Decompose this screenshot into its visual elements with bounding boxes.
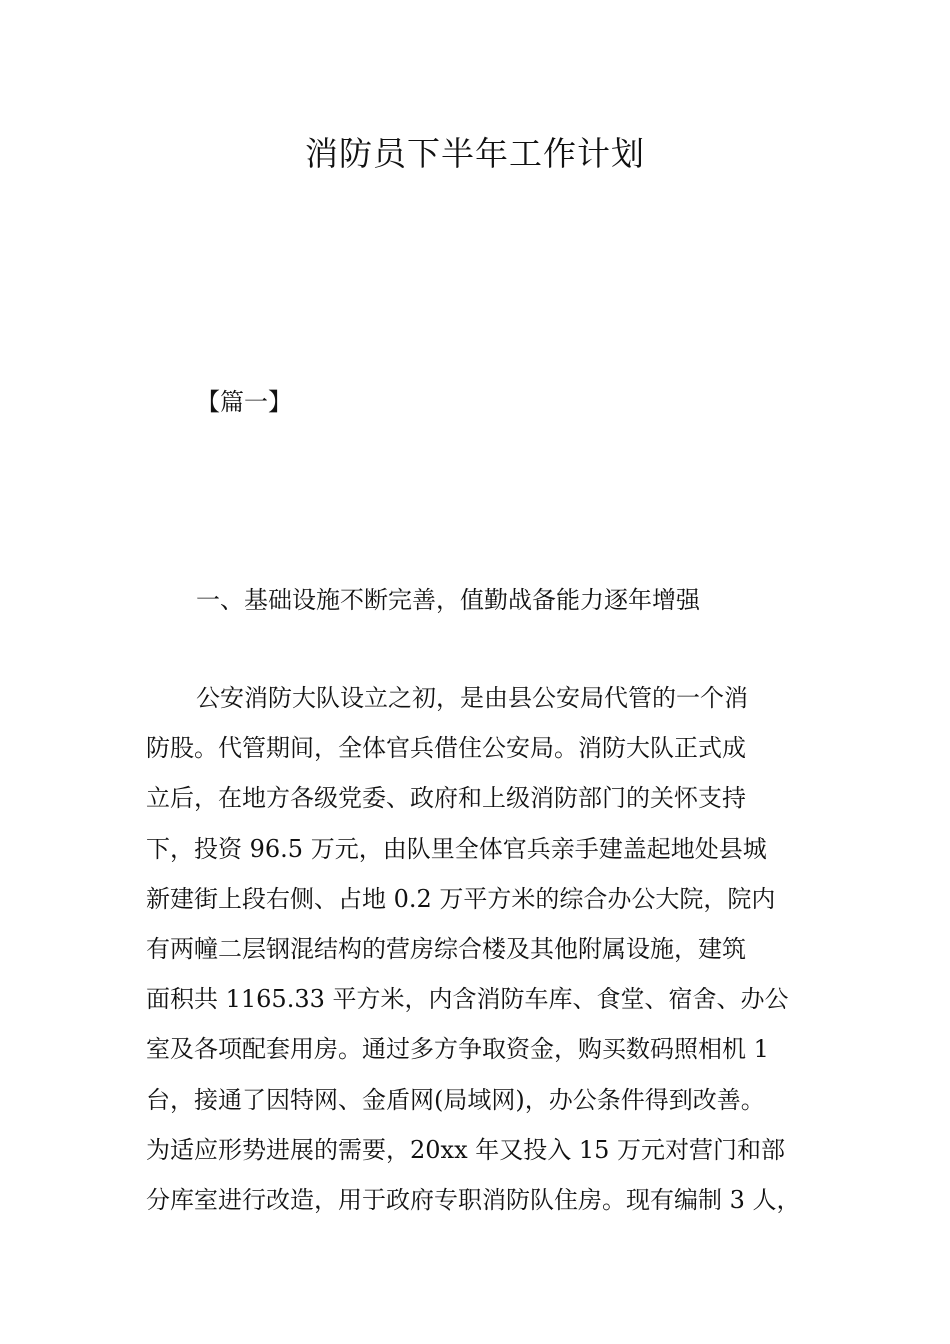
paragraph-line: 防股。代管期间，全体官兵借住公安局。消防大队正式成 — [146, 734, 746, 763]
paragraph-line: 下，投资 96.5 万元，由队里全体官兵亲手建盖起地处县城 — [146, 834, 767, 863]
paragraph-line: 分库室进行改造，用于政府专职消防队住房。现有编制 3 人， — [146, 1185, 801, 1214]
paragraph-line: 新建街上段右侧、占地 0.2 万平方米的综合办公大院，院内 — [146, 884, 776, 913]
section-heading: 一、基础设施不断完善，值勤战备能力逐年增强 — [196, 586, 700, 614]
body-paragraph — [146, 678, 846, 1230]
paragraph-line: 立后，在地方各级党委、政府和上级消防部门的关怀支持 — [146, 784, 746, 813]
section-label: 【篇一】 — [196, 388, 292, 416]
paragraph-line: 为适应形势进展的需要，20xx 年又投入 15 万元对营门和部 — [146, 1135, 786, 1164]
paragraph-line: 有两幢二层钢混结构的营房综合楼及其他附属设施，建筑 — [146, 934, 746, 963]
document-title: 消防员下半年工作计划 — [305, 134, 645, 173]
paragraph-line: 台，接通了因特网、金盾网(局域网)，办公条件得到改善。 — [146, 1085, 765, 1114]
paragraph-line: 公安消防大队设立之初，是由县公安局代管的一个消 — [196, 684, 748, 712]
paragraph-line: 室及各项配套用房。通过多方争取资金，购买数码照相机 1 — [146, 1035, 769, 1064]
paragraph-line: 面积共 1165.33 平方米，内含消防车库、食堂、宿舍、办公 — [146, 985, 789, 1014]
